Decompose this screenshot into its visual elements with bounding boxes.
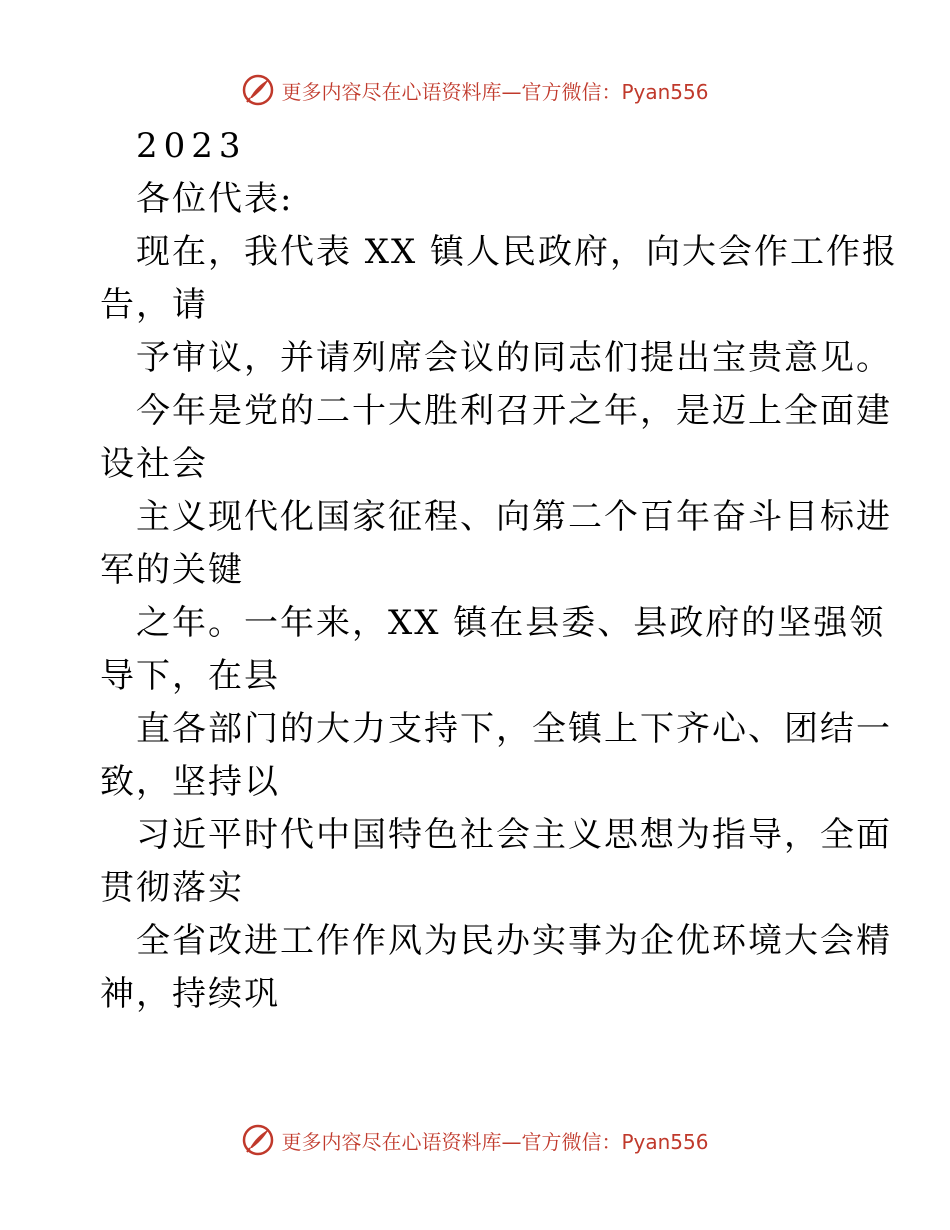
text-line: 各位代表: (136, 179, 294, 219)
text-line: 贯彻落实 (100, 868, 244, 908)
text-line: 之年。一年来，XX 镇在县委、县政府的坚强领 (136, 603, 886, 643)
text-line: 设社会 (100, 444, 208, 484)
watermark-text: 更多内容尽在心语资料库—官方微信：Pyan556 (281, 1129, 709, 1154)
text-line: 军的关键 (100, 550, 244, 590)
text-line: 神，持续巩 (100, 974, 280, 1014)
report-body (100, 120, 899, 1021)
footer-watermark (0, 1120, 950, 1160)
text-line: 直各部门的大力支持下，全镇上下齐心、团结一 (136, 709, 892, 749)
text-line: 致，坚持以 (100, 762, 280, 802)
text-line: 现在，我代表 XX 镇人民政府，向大会作工作报 (136, 232, 899, 272)
feather-pen-logo-icon (241, 1123, 275, 1157)
text-line: 习近平时代中国特色社会主义思想为指导，全面 (136, 815, 892, 855)
text-line: 予审议，并请列席会议的同志们提出宝贵意见。 (136, 338, 892, 378)
watermark-text: 更多内容尽在心语资料库—官方微信：Pyan556 (281, 79, 709, 104)
feather-pen-logo-icon (241, 73, 275, 107)
text-line: 2023 (136, 126, 247, 166)
text-line: 导下，在县 (100, 656, 280, 696)
text-line: 今年是党的二十大胜利召开之年，是迈上全面建 (136, 391, 892, 431)
text-line: 告，请 (100, 285, 208, 325)
text-line: 全省改进工作作风为民办实事为企优环境大会精 (136, 921, 892, 961)
header-watermark (0, 70, 950, 110)
text-line: 主义现代化国家征程、向第二个百年奋斗目标进 (136, 497, 892, 537)
